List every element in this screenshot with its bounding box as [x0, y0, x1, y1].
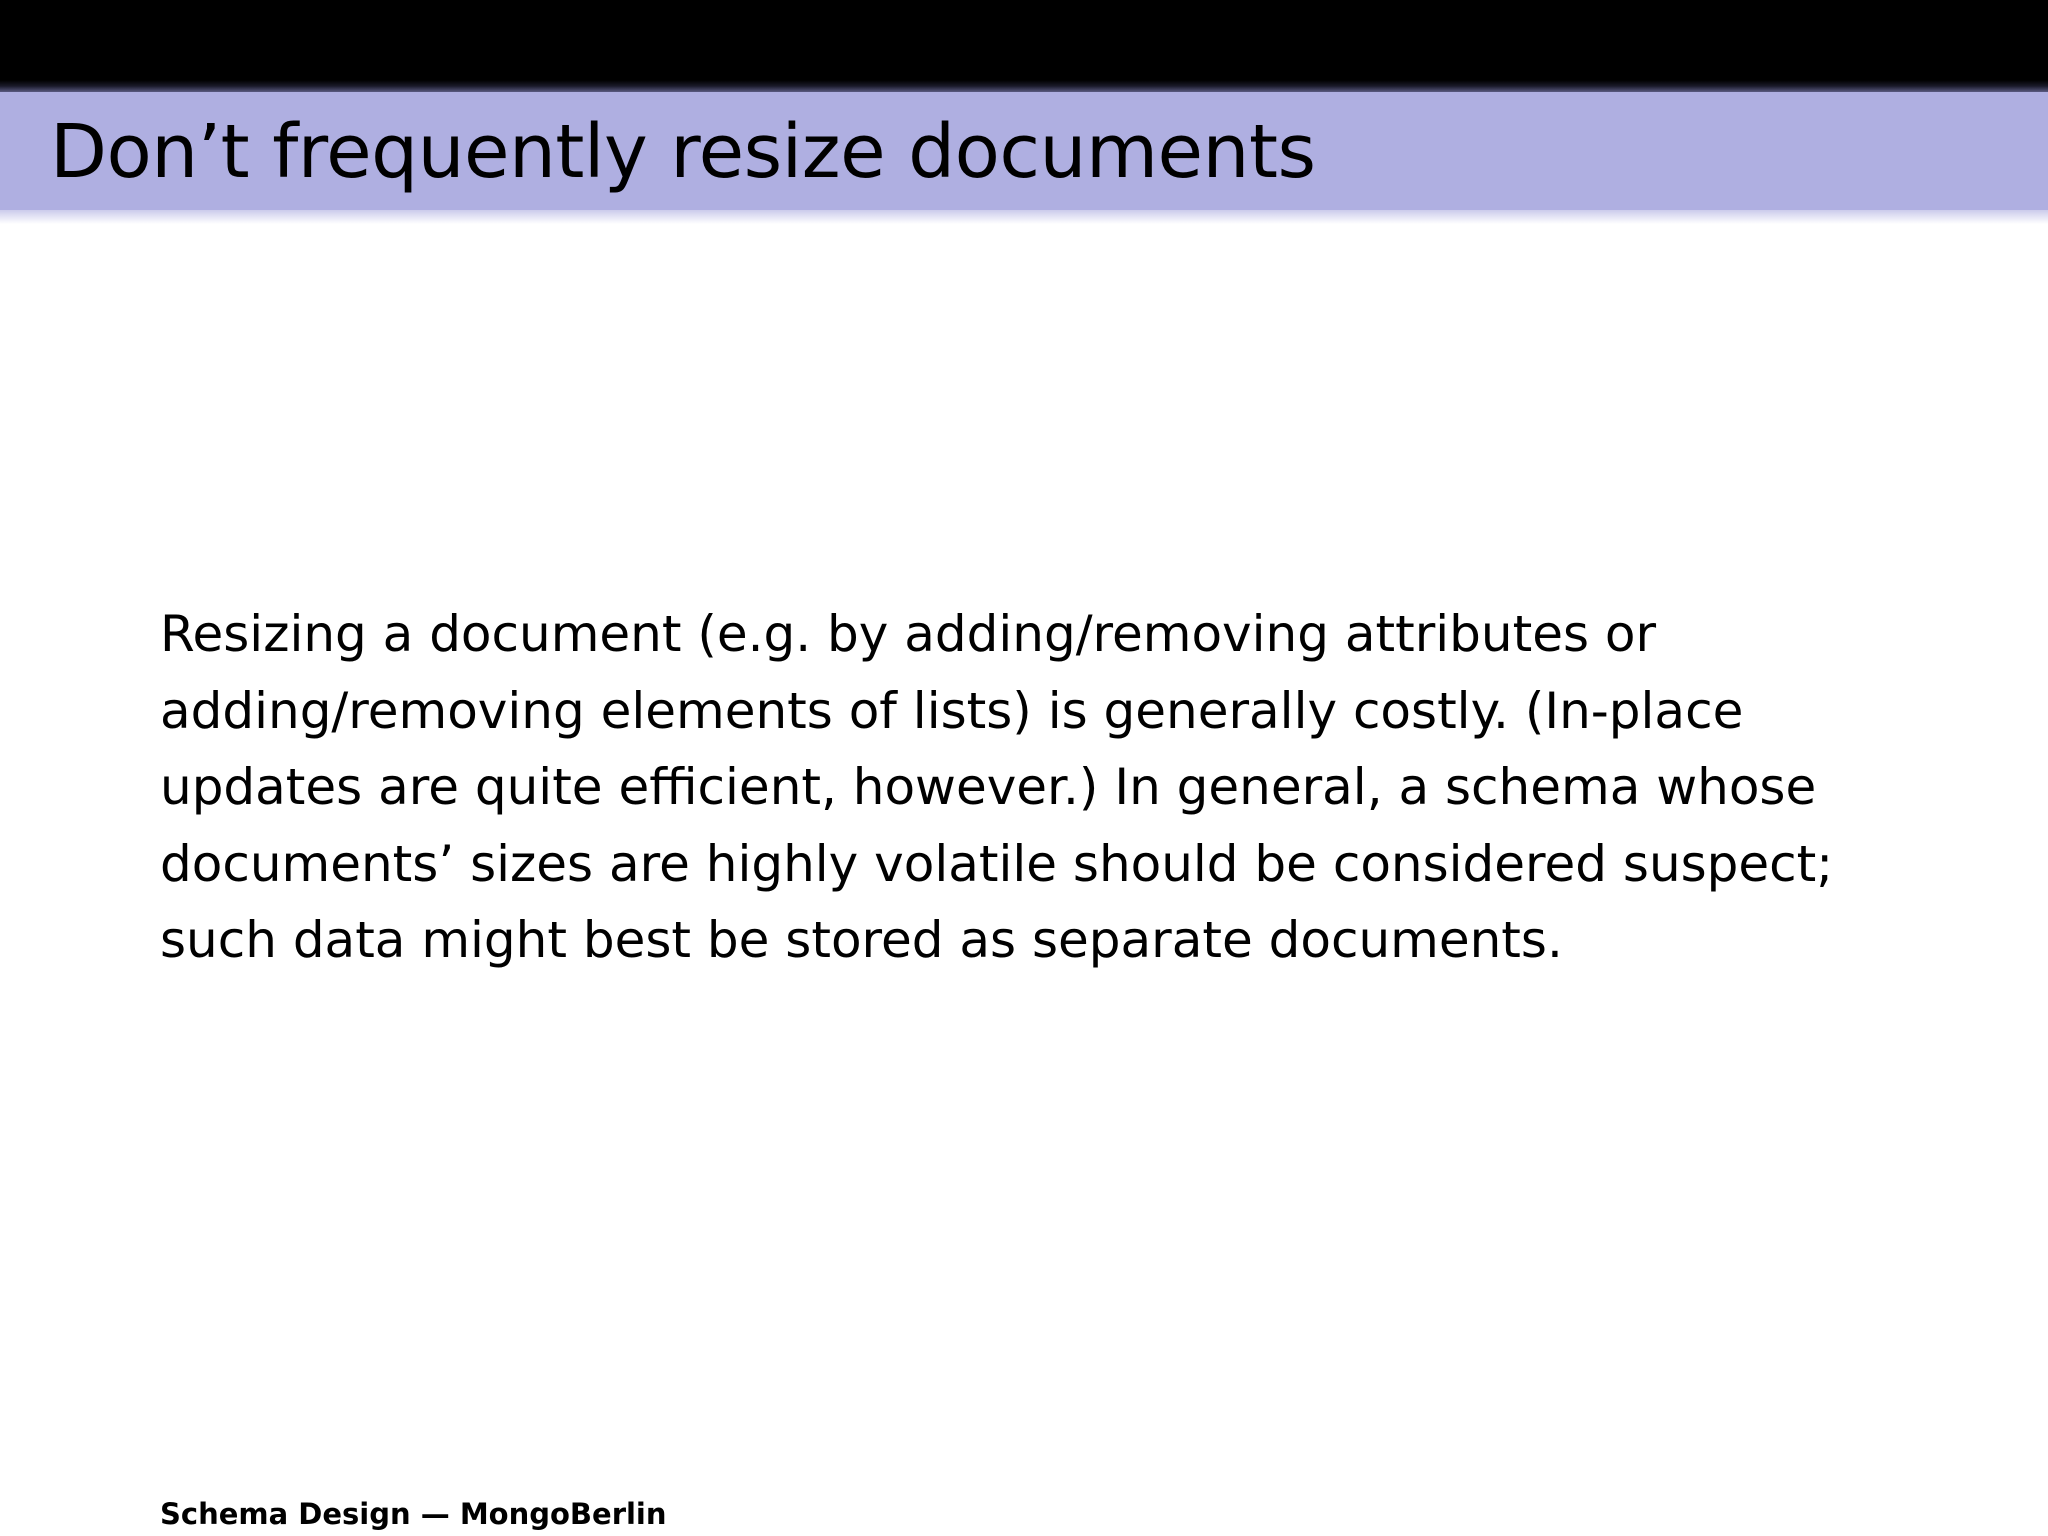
slide-footer: Schema Design — MongoBerlin: [160, 1497, 667, 1531]
top-bar: [0, 0, 2048, 92]
title-band-shadow: [0, 210, 2048, 224]
slide-body-paragraph: Resizing a document (e.g. by adding/removing attributes or adding/removing elements of lists) is generally costly. (In-place updates are quite efficient, however.) In general, a schema whose documents’ sizes are highly volatile should be considered suspect; such data might best be stored as separate documents.: [160, 605, 1834, 969]
slide-title: Don’t frequently resize documents: [50, 109, 1316, 195]
